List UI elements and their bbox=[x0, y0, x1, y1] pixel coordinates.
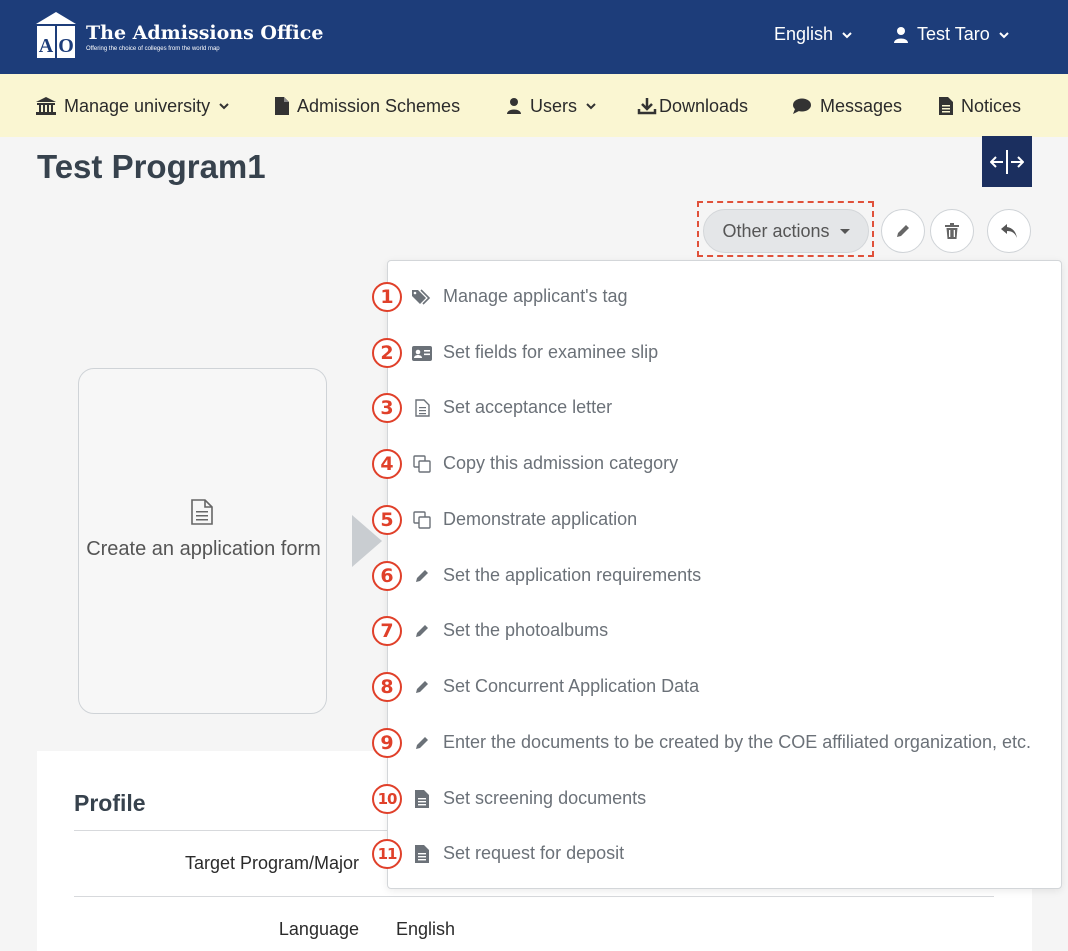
menu-item-demonstrate-application[interactable] bbox=[380, 500, 1061, 540]
menu-item-label: Set Concurrent Application Data bbox=[443, 676, 700, 696]
logo[interactable] bbox=[36, 12, 76, 58]
nav-admission-schemes[interactable] bbox=[275, 94, 460, 118]
comment-icon bbox=[792, 97, 812, 115]
step-number-badge: 10 bbox=[372, 784, 402, 814]
chevron-down-icon bbox=[218, 100, 230, 112]
sub-navigation bbox=[0, 74, 1068, 137]
menu-item-label: Set fields for examinee slip bbox=[443, 342, 659, 362]
reply-icon bbox=[1000, 223, 1018, 239]
language-label: English bbox=[774, 24, 834, 44]
nav-manage-university[interactable] bbox=[36, 94, 230, 118]
copy-icon bbox=[413, 511, 431, 529]
step-number-badge: 6 bbox=[372, 561, 402, 591]
expand-width-button[interactable] bbox=[982, 136, 1032, 187]
menu-item-copy-category[interactable] bbox=[380, 444, 1061, 484]
page-title: Test Program1 bbox=[37, 148, 266, 185]
caret-down-icon bbox=[840, 229, 850, 234]
step-number-badge: 4 bbox=[372, 449, 402, 479]
step-number-badge: 9 bbox=[372, 728, 402, 758]
nav-label: Manage university bbox=[64, 95, 211, 116]
menu-item-application-requirements[interactable] bbox=[380, 556, 1061, 596]
menu-item-label: Enter the documents to be created by the COE affiliated organization, etc. bbox=[443, 732, 1032, 752]
nav-label: Messages bbox=[820, 95, 903, 116]
nav-label: Users bbox=[530, 95, 578, 116]
user-icon bbox=[893, 26, 909, 44]
step-number-badge: 7 bbox=[372, 616, 402, 646]
step-number-badge: 5 bbox=[372, 505, 402, 535]
id-card-icon bbox=[412, 346, 432, 361]
copy-icon bbox=[413, 455, 431, 473]
nav-label: Notices bbox=[961, 95, 1022, 116]
user-icon bbox=[506, 97, 522, 115]
brand-tagline: Offering the choice of colleges from the world map bbox=[86, 46, 220, 52]
menu-item-acceptance-letter[interactable] bbox=[380, 388, 1061, 428]
tags-icon bbox=[412, 289, 432, 305]
other-actions-dropdown bbox=[377, 260, 1062, 889]
profile-heading: Profile bbox=[74, 790, 146, 816]
chevron-down-icon bbox=[841, 29, 853, 41]
pencil-icon bbox=[414, 623, 430, 639]
menu-item-request-deposit[interactable] bbox=[377, 834, 1061, 874]
menu-item-photoalbums[interactable] bbox=[380, 611, 1061, 651]
download-icon bbox=[637, 97, 657, 115]
back-button[interactable] bbox=[987, 209, 1031, 253]
pencil-icon bbox=[414, 679, 430, 695]
chevron-down-icon bbox=[998, 29, 1010, 41]
menu-item-label: Manage applicant's tag bbox=[443, 286, 628, 306]
svg-text:O: O bbox=[58, 35, 74, 57]
user-label: Test Taro bbox=[917, 24, 990, 44]
create-application-form-card[interactable] bbox=[78, 368, 327, 714]
nav-label: Admission Schemes bbox=[297, 95, 461, 116]
menu-item-label: Copy this admission category bbox=[443, 453, 679, 473]
pencil-icon bbox=[414, 735, 430, 751]
menu-item-manage-tags[interactable] bbox=[380, 277, 1061, 317]
trash-icon bbox=[945, 223, 959, 239]
step-number-badge: 11 bbox=[372, 839, 402, 869]
menu-item-label: Set acceptance letter bbox=[443, 397, 613, 417]
edit-button[interactable] bbox=[881, 209, 925, 253]
pencil-icon bbox=[414, 568, 430, 584]
delete-button[interactable] bbox=[930, 209, 974, 253]
nav-notices[interactable] bbox=[939, 94, 1021, 118]
menu-item-screening-documents[interactable] bbox=[377, 779, 1061, 819]
file-outline-icon bbox=[415, 399, 430, 417]
step-number-badge: 3 bbox=[372, 393, 402, 423]
file-text-icon bbox=[415, 845, 429, 863]
svg-text:A: A bbox=[38, 35, 54, 57]
step-number-badge: 8 bbox=[372, 672, 402, 702]
arrows-horizontal-icon bbox=[990, 150, 1024, 174]
menu-item-examinee-slip[interactable] bbox=[380, 333, 1061, 373]
user-menu[interactable] bbox=[893, 24, 1010, 45]
language-menu[interactable] bbox=[774, 24, 853, 45]
nav-downloads[interactable] bbox=[637, 94, 748, 118]
other-actions-button[interactable] bbox=[703, 209, 869, 253]
file-text-icon bbox=[939, 97, 953, 115]
menu-item-coe-documents[interactable] bbox=[380, 723, 1061, 763]
other-actions-label: Other actions bbox=[722, 220, 830, 241]
menu-item-label: Set the application requirements bbox=[443, 565, 702, 585]
menu-item-label: Demonstrate application bbox=[443, 509, 638, 529]
divider bbox=[74, 896, 994, 897]
menu-item-label: Set screening documents bbox=[443, 788, 647, 808]
step-number-badge: 1 bbox=[372, 282, 402, 312]
brand-title: The Admissions Office bbox=[86, 22, 324, 44]
file-outline-icon bbox=[191, 499, 213, 525]
file-text-icon bbox=[415, 790, 429, 808]
menu-item-label: Set request for deposit bbox=[443, 843, 625, 863]
step-number-badge: 2 bbox=[372, 338, 402, 368]
field-label-language: Language bbox=[278, 919, 359, 939]
file-icon bbox=[275, 97, 289, 115]
chevron-down-icon bbox=[585, 100, 597, 112]
field-value-language: English bbox=[396, 919, 456, 939]
top-header bbox=[0, 0, 1068, 74]
nav-messages[interactable] bbox=[792, 94, 902, 118]
menu-item-label: Set the photoalbums bbox=[443, 620, 609, 640]
pencil-icon bbox=[895, 223, 911, 239]
nav-users[interactable] bbox=[506, 94, 597, 118]
nav-label: Downloads bbox=[659, 95, 749, 116]
field-label-target-program: Target Program/Major bbox=[184, 853, 359, 873]
form-card-label: Create an application form bbox=[86, 538, 321, 560]
menu-item-concurrent-application[interactable] bbox=[380, 667, 1061, 707]
university-icon bbox=[36, 97, 56, 115]
